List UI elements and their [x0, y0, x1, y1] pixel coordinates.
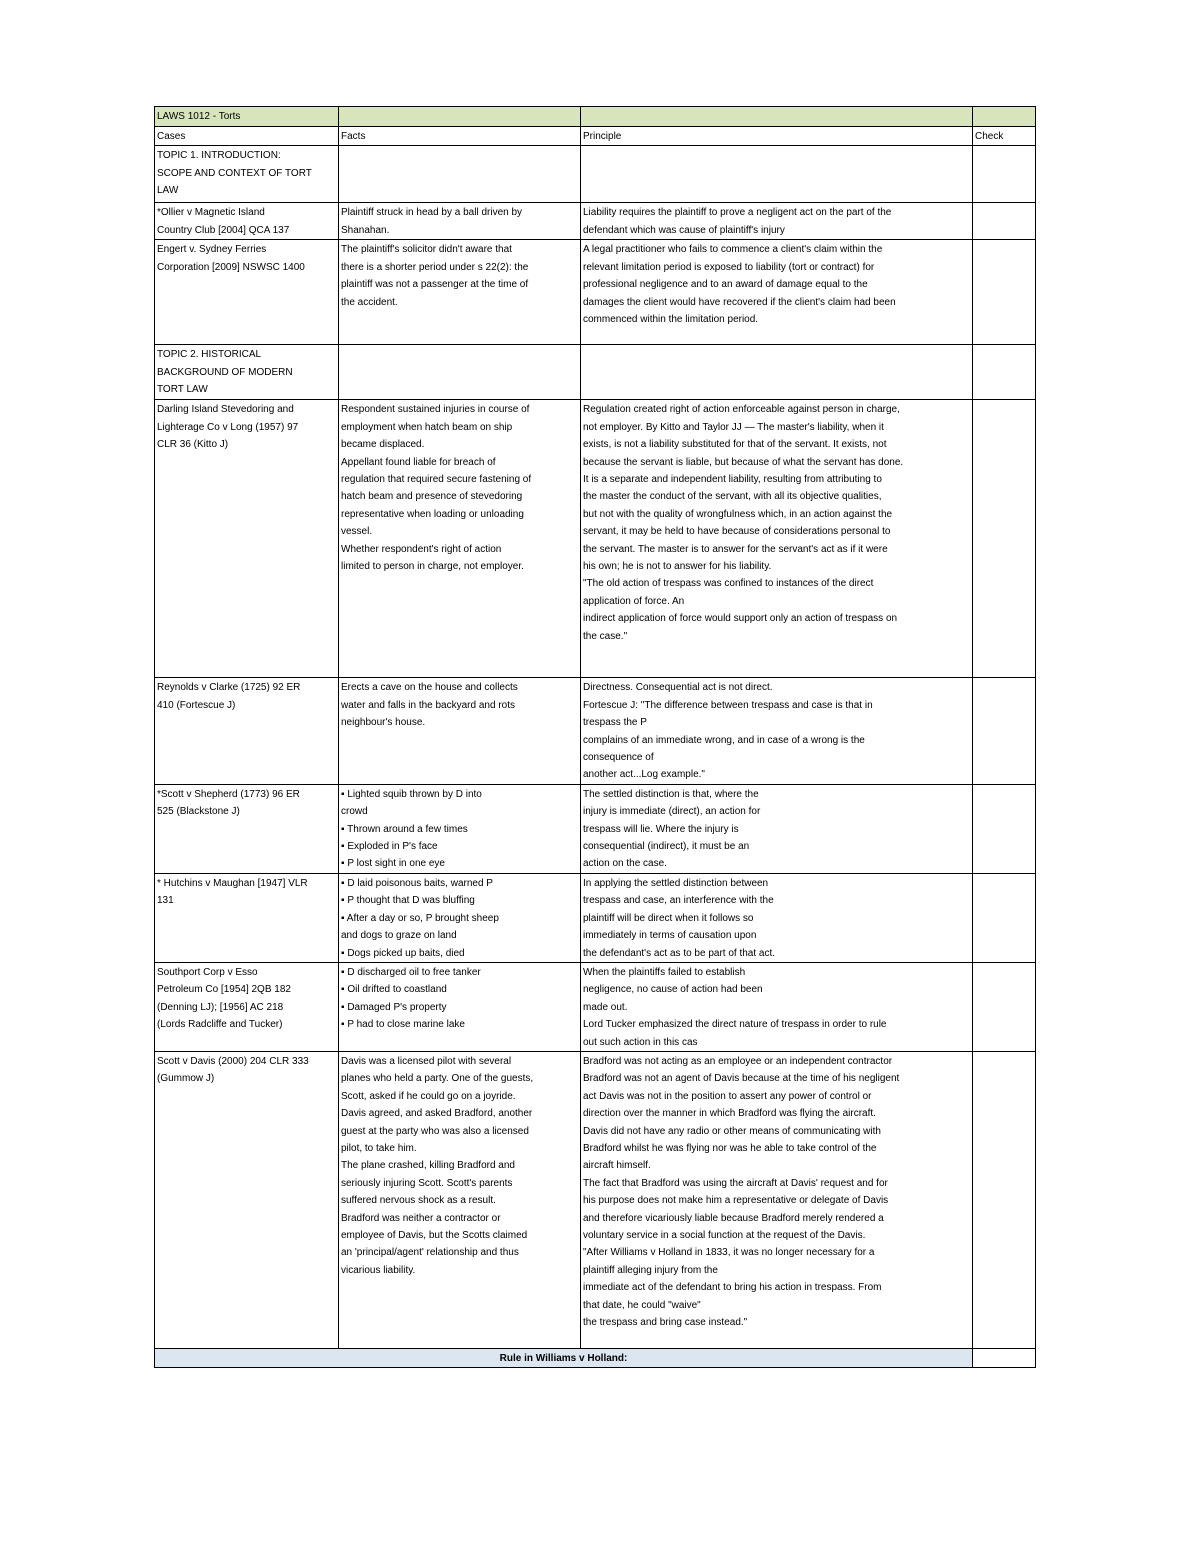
- principle-cell[interactable]: [581, 962, 973, 1051]
- case-cell[interactable]: [155, 146, 339, 203]
- facts-line: ▪ D laid poisonous baits, warned P: [341, 877, 493, 889]
- facts-line: Bradford was neither a contractor or: [341, 1212, 501, 1224]
- facts-line: ▪ P lost sight in one eye: [341, 858, 445, 870]
- check-cell[interactable]: [973, 873, 1036, 962]
- case-line: Corporation [2009] NSWSC 1400: [157, 261, 305, 273]
- principle-line: direction over the manner in which Bradford was flying the aircraft.: [583, 1108, 876, 1120]
- table-row: [155, 203, 1036, 240]
- facts-line: water and falls in the backyard and rots: [341, 699, 515, 711]
- principle-cell[interactable]: [581, 203, 973, 240]
- principle-line: In applying the settled distinction between: [583, 877, 769, 889]
- case-line: Scott v Davis (2000) 204 CLR 333: [157, 1055, 309, 1067]
- case-cell[interactable]: [155, 400, 339, 678]
- case-line: TORT LAW: [157, 384, 208, 396]
- principle-line: "After Williams v Holland in 1833, it was no longer necessary for a: [583, 1247, 875, 1259]
- facts-cell[interactable]: [339, 203, 581, 240]
- facts-line: neighbour's house.: [341, 717, 426, 729]
- facts-line: seriously injuring Scott. Scott's parents: [341, 1177, 513, 1189]
- check-cell[interactable]: [973, 678, 1036, 784]
- case-line: TOPIC 2. HISTORICAL: [157, 349, 262, 361]
- principle-line: Liability requires the plaintiff to prove a negligent act on the part of the: [583, 207, 892, 219]
- facts-line: ▪ Thrown around a few times: [341, 823, 468, 835]
- principle-line: immediate act of the defendant to bring his action in trespass. From: [583, 1282, 882, 1294]
- facts-line: the accident.: [341, 296, 398, 308]
- check-cell[interactable]: [973, 962, 1036, 1051]
- principle-line: the master the conduct of the servant, with all its objective qualities,: [583, 491, 882, 503]
- case-line: SCOPE AND CONTEXT OF TORT: [157, 167, 312, 179]
- facts-line: ▪ P thought that D was bluffing: [341, 895, 475, 907]
- principle-line: The fact that Bradford was using the aircraft at Davis' request and for: [583, 1177, 888, 1189]
- case-line: 525 (Blackstone J): [157, 806, 240, 818]
- facts-cell[interactable]: [339, 1051, 581, 1348]
- facts-line: guest at the party who was also a licensed: [341, 1125, 529, 1137]
- facts-cell[interactable]: [339, 873, 581, 962]
- facts-line: Erects a cave on the house and collects: [341, 682, 518, 694]
- facts-line: suffered nervous shock as a result.: [341, 1195, 496, 1207]
- table-row: [155, 1051, 1036, 1348]
- case-line: Southport Corp v Esso: [157, 966, 258, 978]
- case-cell[interactable]: [155, 784, 339, 873]
- principle-line: act Davis was not in the position to assert any power of control or: [583, 1090, 872, 1102]
- facts-line: Davis agreed, and asked Bradford, another: [341, 1108, 533, 1120]
- facts-line: ▪ After a day or so, P brought sheep: [341, 912, 499, 924]
- facts-cell[interactable]: [339, 146, 581, 203]
- sheet-title[interactable]: LAWS 1012 - Torts: [155, 107, 339, 127]
- facts-line: planes who held a party. One of the guests,: [341, 1073, 534, 1085]
- principle-line: relevant limitation period is exposed to liability (tort or contract) for: [583, 261, 875, 273]
- case-cell[interactable]: [155, 345, 339, 400]
- case-line: Engert v. Sydney Ferries: [157, 244, 267, 256]
- case-cell[interactable]: [155, 678, 339, 784]
- facts-line: regulation that required secure fastening of: [341, 474, 532, 486]
- column-header-row: [155, 127, 1036, 146]
- facts-line: vessel.: [341, 526, 373, 538]
- principle-line: trespass will lie. Where the injury is: [583, 823, 739, 835]
- table-row: [155, 240, 1036, 345]
- principle-line: When the plaintiffs failed to establish: [583, 966, 746, 978]
- principle-line: made out.: [583, 1001, 628, 1013]
- case-line: Darling Island Stevedoring and: [157, 404, 294, 416]
- facts-line: plaintiff was not a passenger at the time of: [341, 279, 529, 291]
- principle-line: negligence, no cause of action had been: [583, 984, 763, 996]
- principle-line: professional negligence and to an award of damage equal to the: [583, 279, 868, 291]
- footer-check-cell[interactable]: [973, 1348, 1036, 1367]
- case-line: Petroleum Co [1954] 2QB 182: [157, 984, 291, 996]
- case-cell[interactable]: [155, 962, 339, 1051]
- principle-line: damages the client would have recovered if the client's claim had been: [583, 296, 896, 308]
- principle-line: complains of an immediate wrong, and in case of a wrong is the: [583, 734, 865, 746]
- table-row: [155, 784, 1036, 873]
- principle-line: indirect application of force would support only an action of trespass on: [583, 613, 898, 625]
- facts-line: Davis was a licensed pilot with several: [341, 1055, 512, 1067]
- principle-line: Directness. Consequential act is not direct.: [583, 682, 773, 694]
- table-row: [155, 400, 1036, 678]
- check-cell[interactable]: [973, 203, 1036, 240]
- principle-line: Bradford was not an agent of Davis because at the time of his negligent: [583, 1073, 900, 1085]
- case-line: 131: [157, 895, 174, 907]
- case-line: (Denning LJ); [1956] AC 218: [157, 1001, 284, 1013]
- facts-line: ▪ D discharged oil to free tanker: [341, 966, 481, 978]
- principle-line: servant, it may be held to have because of considerations personal to: [583, 526, 891, 538]
- principle-cell[interactable]: [581, 146, 973, 203]
- case-line: TOPIC 1. INTRODUCTION:: [157, 150, 281, 162]
- facts-line: ▪ Dogs picked up baits, died: [341, 947, 465, 959]
- principle-line: exists, is not a liability substituted for that of the servant. It exists, not: [583, 439, 887, 451]
- principle-line: Lord Tucker emphasized the direct nature of trespass in order to rule: [583, 1019, 887, 1031]
- principle-cell[interactable]: [581, 240, 973, 345]
- case-line: BACKGROUND OF MODERN: [157, 366, 293, 378]
- facts-line: ▪ Damaged P's property: [341, 1001, 447, 1013]
- facts-cell[interactable]: [339, 962, 581, 1051]
- facts-line: pilot, to take him.: [341, 1142, 417, 1154]
- principle-line: the defendant's act as to be part of that act.: [583, 947, 776, 959]
- column-header-cases[interactable]: Cases: [155, 127, 339, 146]
- principle-line: out such action in this cas: [583, 1036, 698, 1048]
- case-line: *Scott v Shepherd (1773) 96 ER: [157, 788, 300, 800]
- check-cell[interactable]: [973, 146, 1036, 203]
- facts-line: ▪ Lighted squib thrown by D into: [341, 788, 482, 800]
- principle-line: the trespass and bring case instead.": [583, 1317, 748, 1329]
- principle-line: another act...Log example.": [583, 769, 705, 781]
- principle-line: defendant which was cause of plaintiff's injury: [583, 224, 785, 236]
- title-cell-principle[interactable]: [581, 107, 973, 127]
- facts-line: there is a shorter period under s 22(2): the: [341, 261, 529, 273]
- facts-line: ▪ Oil drifted to coastland: [341, 984, 447, 996]
- principle-line: consequential (indirect), it must be an: [583, 841, 750, 853]
- principle-line: Fortescue J: "The difference between trespass and case is that in: [583, 699, 873, 711]
- case-line: LAW: [157, 185, 179, 197]
- facts-line: Plaintiff struck in head by a ball driven by: [341, 207, 523, 219]
- facts-line: ▪ P had to close marine lake: [341, 1019, 465, 1031]
- facts-line: Shanahan.: [341, 224, 390, 236]
- case-cell[interactable]: [155, 873, 339, 962]
- facts-line: hatch beam and presence of stevedoring: [341, 491, 523, 503]
- principle-line: the case.": [583, 630, 628, 642]
- principle-line: because the servant is liable, but because of what the servant has done.: [583, 456, 904, 468]
- principle-line: The settled distinction is that, where the: [583, 788, 759, 800]
- title-row: [155, 107, 1036, 127]
- facts-line: and dogs to graze on land: [341, 930, 457, 942]
- facts-cell[interactable]: [339, 784, 581, 873]
- facts-line: employment when hatch beam on ship: [341, 421, 513, 433]
- principle-cell[interactable]: [581, 400, 973, 678]
- principle-line: Regulation created right of action enforceable against person in charge,: [583, 404, 900, 416]
- check-cell[interactable]: [973, 240, 1036, 345]
- case-cell[interactable]: [155, 1051, 339, 1348]
- principle-cell[interactable]: [581, 1051, 973, 1348]
- principle-line: not employer. By Kitto and Taylor JJ — The master's liability, when it: [583, 421, 884, 433]
- principle-cell[interactable]: [581, 678, 973, 784]
- principle-line: the servant. The master is to answer for the servant's act as if it were: [583, 543, 888, 555]
- title-cell-facts[interactable]: [339, 107, 581, 127]
- facts-line: vicarious liability.: [341, 1264, 416, 1276]
- principle-cell[interactable]: [581, 873, 973, 962]
- case-line: (Gummow J): [157, 1073, 215, 1085]
- facts-line: crowd: [341, 806, 368, 818]
- check-cell[interactable]: [973, 784, 1036, 873]
- facts-cell[interactable]: [339, 400, 581, 678]
- case-line: Reynolds v Clarke (1725) 92 ER: [157, 682, 301, 694]
- facts-line: The plane crashed, killing Bradford and: [341, 1160, 515, 1172]
- facts-line: an 'principal/agent' relationship and thus: [341, 1247, 519, 1259]
- title-cell-check[interactable]: [973, 107, 1036, 127]
- principle-cell[interactable]: [581, 345, 973, 400]
- column-header-facts[interactable]: Facts: [339, 127, 581, 146]
- principle-line: but not with the quality of wrongfulness which, in an action against the: [583, 508, 893, 520]
- principle-line: trespass the P: [583, 717, 647, 729]
- principle-line: It is a separate and independent liability, resulting from attributing to: [583, 474, 882, 486]
- footer-row: [155, 1348, 1036, 1367]
- rule-williams-v-holland[interactable]: Rule in Williams v Holland:: [155, 1348, 973, 1367]
- principle-line: Bradford whilst he was flying nor was he able to take control of the: [583, 1142, 877, 1154]
- principle-line: plaintiff alleging injury from the: [583, 1264, 718, 1276]
- principle-line: Davis did not have any radio or other means of communicating with: [583, 1125, 881, 1137]
- case-cell[interactable]: [155, 240, 339, 345]
- case-line: (Lords Radcliffe and Tucker): [157, 1019, 283, 1031]
- principle-line: injury is immediate (direct), an action for: [583, 806, 761, 818]
- facts-line: representative when loading or unloading: [341, 508, 524, 520]
- facts-line: ▪ Exploded in P's face: [341, 841, 438, 853]
- check-cell[interactable]: [973, 345, 1036, 400]
- principle-line: action on the case.: [583, 858, 667, 870]
- case-line: * Hutchins v Maughan [1947] VLR: [157, 877, 308, 889]
- principle-line: Bradford was not acting as an employee or an independent contractor: [583, 1055, 893, 1067]
- case-table: [154, 106, 1036, 1368]
- principle-line: that date, he could "waive": [583, 1299, 701, 1311]
- facts-line: Appellant found liable for breach of: [341, 456, 496, 468]
- case-cell[interactable]: [155, 203, 339, 240]
- principle-line: plaintiff will be direct when it follows so: [583, 912, 754, 924]
- facts-cell[interactable]: [339, 345, 581, 400]
- table-row: [155, 345, 1036, 400]
- table-row: [155, 678, 1036, 784]
- principle-line: trespass and case, an interference with the: [583, 895, 774, 907]
- facts-line: Whether respondent's right of action: [341, 543, 502, 555]
- facts-line: Scott, asked if he could go on a joyride.: [341, 1090, 516, 1102]
- case-line: 410 (Fortescue J): [157, 699, 236, 711]
- principle-cell[interactable]: [581, 784, 973, 873]
- principle-line: consequence of: [583, 752, 654, 764]
- table-row: [155, 962, 1036, 1051]
- facts-line: The plaintiff's solicitor didn't aware that: [341, 244, 512, 256]
- case-line: Country Club [2004] QCA 137: [157, 224, 290, 236]
- principle-line: and therefore vicariously liable because Bradford merely rendered a: [583, 1212, 884, 1224]
- principle-line: immediately in terms of causation upon: [583, 930, 757, 942]
- principle-line: his purpose does not make him a representative or delegate of Davis: [583, 1195, 889, 1207]
- principle-line: his own; he is not to answer for his liability.: [583, 561, 772, 573]
- principle-line: "The old action of trespass was confined to instances of the direct: [583, 578, 874, 590]
- facts-line: Respondent sustained injuries in course of: [341, 404, 530, 416]
- case-notes-sheet: [154, 106, 1035, 1368]
- facts-line: became displaced.: [341, 439, 425, 451]
- principle-line: aircraft himself.: [583, 1160, 651, 1172]
- case-line: Lighterage Co v Long (1957) 97: [157, 421, 299, 433]
- column-header-principle[interactable]: Principle: [581, 127, 973, 146]
- facts-line: limited to person in charge, not employer.: [341, 561, 524, 573]
- table-row: [155, 873, 1036, 962]
- case-line: CLR 36 (Kitto J): [157, 439, 229, 451]
- column-header-check[interactable]: Check: [973, 127, 1036, 146]
- check-cell[interactable]: [973, 400, 1036, 678]
- facts-cell[interactable]: [339, 240, 581, 345]
- case-line: *Ollier v Magnetic Island: [157, 207, 265, 219]
- principle-line: A legal practitioner who fails to commence a client's claim within the: [583, 244, 883, 256]
- principle-line: application of force. An: [583, 595, 685, 607]
- table-row: [155, 146, 1036, 203]
- principle-line: commenced within the limitation period.: [583, 314, 759, 326]
- check-cell[interactable]: [973, 1051, 1036, 1348]
- principle-line: voluntary service in a social function at the request of the Davis.: [583, 1230, 866, 1241]
- facts-cell[interactable]: [339, 678, 581, 784]
- facts-line: employee of Davis, but the Scotts claimed: [341, 1230, 528, 1241]
